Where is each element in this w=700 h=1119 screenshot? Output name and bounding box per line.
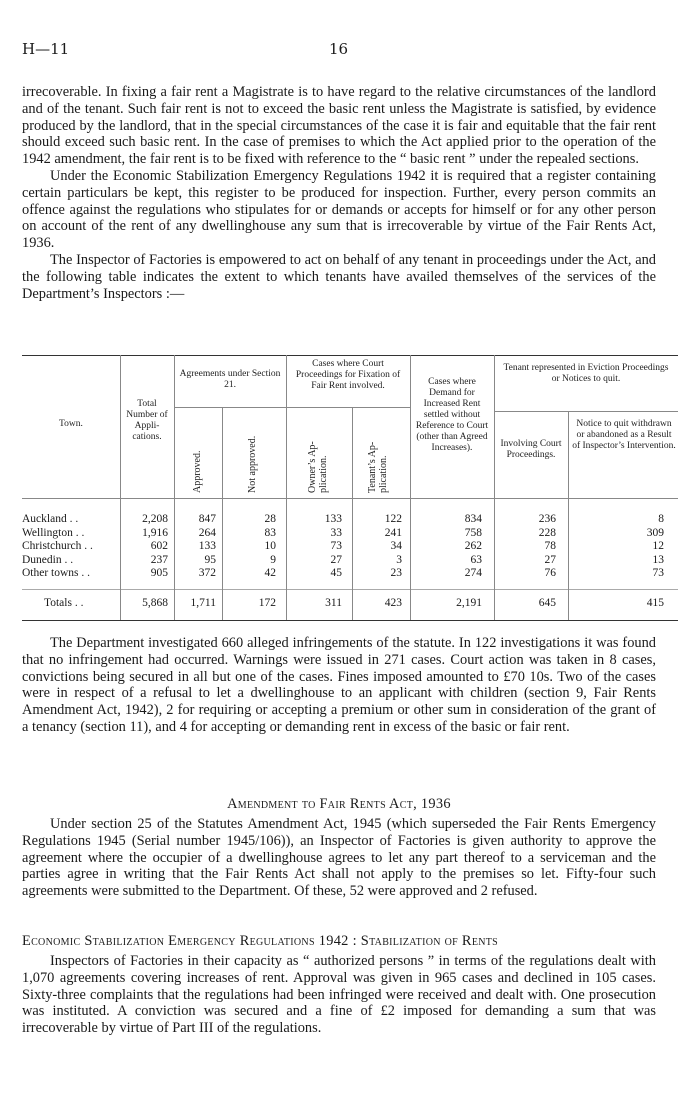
paragraph-statutes-amendment: Under section 25 of the Statutes Amendment Act, 1945 (which superseded the Fair Rents Emergency Regulations 1945 (Serial number 1945/106)), an Inspector of Factories is given authority to approve the agreement where the occupier of a dwellinghouse agrees to let any part thereof to a serviceman and the parties agree in writing that the Fair Rents Act shall not apply to the premises so let. Fifty-four such agreements were submitted to the Department. Of these, 52 were approved and 2 refused. <box>22 816 656 900</box>
cell-owner: 133 <box>324 513 342 525</box>
cell-owner: 45 <box>330 567 342 580</box>
cell-tenant: 3 <box>396 553 402 566</box>
cell-town: Other towns . . <box>22 567 91 580</box>
header-demand-settled: Cases where Demand for Increased Rent settled without Reference to Court (other than Agreed Increases). <box>415 377 489 453</box>
cell-total: 5,868 <box>142 597 168 609</box>
body-text-amendment <box>22 816 656 900</box>
header-town: Town. <box>59 419 83 429</box>
header-involving-court: Involving Court Proceedings. <box>500 439 562 460</box>
cell-demand: 63 <box>470 553 482 566</box>
cell-total: 602 <box>150 540 168 553</box>
cell-demand: 2,191 <box>456 597 482 609</box>
cell-tenant: 241 <box>384 526 402 539</box>
header-agreements: Agreements under Section 21. <box>179 369 281 390</box>
cell-demand: 758 <box>464 526 482 539</box>
cell-town: Auckland . . <box>22 513 79 525</box>
cell-tenant: 122 <box>384 513 402 525</box>
table-bottom-rule <box>22 620 678 621</box>
cell-not-approved: 83 <box>264 526 276 539</box>
header-owner-application: Owner’s Ap- plication. <box>307 441 329 493</box>
cell-notice: 13 <box>652 553 664 566</box>
body-text-middle <box>22 635 656 736</box>
cell-involving: 27 <box>544 553 556 566</box>
cell-town: Dunedin . . <box>22 553 74 566</box>
cell-approved: 847 <box>198 513 216 525</box>
cell-total: 1,916 <box>142 526 168 539</box>
body-text-stabilization <box>22 953 656 1037</box>
cell-town: Christchurch . . <box>22 540 93 553</box>
header-total: Total Number of Appli- cations. <box>126 399 168 442</box>
cell-approved: 372 <box>198 567 216 580</box>
cell-not-approved: 42 <box>264 567 276 580</box>
cell-tenant: 34 <box>390 540 402 553</box>
cell-approved: 133 <box>198 540 216 553</box>
cell-town: Wellington . . <box>22 526 85 539</box>
cell-involving: 645 <box>538 597 556 609</box>
cell-not-approved: 172 <box>258 597 276 609</box>
cell-tenant: 23 <box>390 567 402 580</box>
cell-owner: 27 <box>330 553 342 566</box>
page-reference: H—11 <box>22 40 70 58</box>
cell-town: Totals . . <box>44 597 84 609</box>
cell-total: 237 <box>150 553 168 566</box>
cell-not-approved: 9 <box>270 553 276 566</box>
cell-owner: 311 <box>325 597 342 609</box>
header-eviction: Tenant represented in Eviction Proceedings or Notices to quit. <box>503 363 669 384</box>
cell-demand: 834 <box>464 513 482 525</box>
cell-involving: 78 <box>544 540 556 553</box>
paragraph-inspector: The Inspector of Factories is empowered to act on behalf of any tenant in proceedings under the Act, and the following table indicates the extent to which tenants have availed themselves of the services of the Department’s Inspectors :— <box>22 251 656 302</box>
paragraph-authorized-persons: Inspectors of Factories in their capacity as “ authorized persons ” in terms of the regulations dealt with 1,070 agreements covering increases of rent. Approval was given in 965 cases and declined in 105 cases. Sixty-three complaints that the regulations had been infringed were received and dealt with. One prosecution was instituted. A conviction was secured and a fine of £2 imposed for demanding a sum that was irrecoverable by virtue of Part III of the regulations. <box>22 953 656 1037</box>
cell-notice: 73 <box>652 567 664 580</box>
header-not-approved: Not approved. <box>247 435 258 493</box>
cell-tenant: 423 <box>384 597 402 609</box>
cell-notice: 8 <box>658 513 664 525</box>
page-number: 16 <box>329 40 349 58</box>
section-heading-stabilization: Economic Stabilization Emergency Regulations 1942 : Stabilization of Rents <box>22 933 499 949</box>
cell-approved: 264 <box>198 526 216 539</box>
cell-involving: 236 <box>538 513 556 525</box>
paragraph-irrecoverable: irrecoverable. In fixing a fair rent a Magistrate is to have regard to the relative circumstances of the landlord and of the tenant. Such fair rent is not to exceed the basic rent unless the Magistrate is satisfied, by evidence produced by the landlord, that in the special circumstances of the case it is fair and equitable that the fair rent should exceed such basic rent. In the case of premises to which the Act applied prior to the operation of the 1942 amendment, the fair rent is to be fixed with reference to the “ basic rent ” under the repealed sections. <box>22 84 656 168</box>
paragraph-investigations: The Department investigated 660 alleged infringements of the statute. In 122 investigations it was found that no infringement had occurred. Warnings were issued in 271 cases. Court action was taken in 8 cases, convictions being secured in all but one of the cases. Fines imposed amounted to £70 10s. Two of the cases were in respect of a refusal to let a dwellinghouse to an applicant with children (section 9, Fair Rents Amendment Act, 1942), 2 for requiring or accepting a premium or other sum in consideration of the grant of a tenancy (section 11), and 4 for accepting or demanding rent in excess of the basic or fair rent. <box>22 635 656 735</box>
paragraph-register: Under the Economic Stabilization Emergency Regulations 1942 it is required that a register containing certain particulars be kept, this register to be produced for inspection. Further, every person commits an offence against the regulations who stipulates for or demands or accepts for himself or for any other person on account of the rent of any dwellinghouse any sum that is irrecoverable by virtue of the Fair Rents Act, 1936. <box>22 167 656 252</box>
cell-notice: 309 <box>646 526 664 539</box>
cell-owner: 73 <box>330 540 342 553</box>
cell-involving: 228 <box>538 526 556 539</box>
cell-approved: 95 <box>204 553 216 566</box>
cell-demand: 274 <box>464 567 482 580</box>
cell-total: 905 <box>150 567 168 580</box>
cell-not-approved: 28 <box>264 513 276 525</box>
section-heading-amendment: Amendment to Fair Rents Act, 1936 <box>227 796 451 812</box>
cell-involving: 76 <box>544 567 556 580</box>
header-tenant-application: Tenant’s Ap- plication. <box>367 441 389 493</box>
header-approved: Approved. <box>192 450 203 493</box>
cell-not-approved: 10 <box>264 540 276 553</box>
body-text-top <box>22 84 656 302</box>
header-court-proceedings: Cases where Court Proceedings for Fixation of Fair Rent involved. <box>295 359 401 391</box>
cell-notice: 415 <box>646 597 664 609</box>
cell-owner: 33 <box>330 526 342 539</box>
tenancy-table <box>22 355 678 625</box>
cell-approved: 1,711 <box>190 597 216 609</box>
cell-notice: 12 <box>652 540 664 553</box>
cell-total: 2,208 <box>142 513 168 525</box>
cell-demand: 262 <box>464 540 482 553</box>
header-notice-withdrawn: Notice to quit withdrawn or abandoned as a Result of Inspector’s Intervention. <box>572 419 676 451</box>
